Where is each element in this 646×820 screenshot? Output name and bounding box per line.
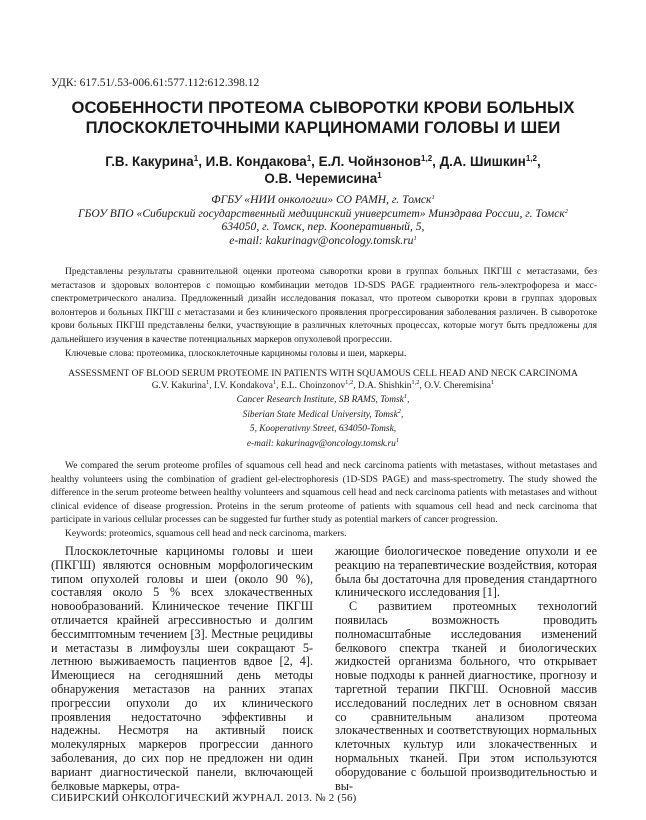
author-name: O.V. Cheremisina: [424, 381, 491, 391]
affiliation-mark: 2: [397, 407, 401, 415]
affiliation-email: e-mail: kakurinagv@oncology.tomsk.ru: [229, 233, 414, 247]
affiliation-address: 5, Kooperativny Street, 634050-Tomsk,: [249, 424, 397, 434]
author-affiliation-mark: 1: [272, 379, 277, 386]
author-name: D.A. Shishkin: [357, 381, 412, 391]
author-name: И.В. Кондакова: [205, 154, 307, 169]
affiliation-mark: 1: [395, 436, 400, 444]
affiliation-mark: 1: [403, 393, 408, 400]
author-name: I.V. Kondakova: [213, 381, 273, 391]
keywords-english: Keywords: proteomics, squamous cell head and neck carcinoma, markers.: [65, 528, 347, 539]
body-paragraph: Плоскоклеточные карциномы головы и шеи (ПКГШ) являются основным морфологическим типом опухолей головы и шеи (около 90 %), составляя около 5 % всех злокачественных новообразований. Клиническое течение ПКГШ отличается крайней агрессивностью и долгим бессимптомным течением [3]. Местные рецидивы и метастазы в лимфоузлы шеи сокращают 5-летнюю выживаемость пациентов вдвое [2, 4]. Имеющиеся на сегодняшний день методы обнаружения метастазов на ранних этапах прогрессии опухоли до их клинического проявления недостаточно эффективны и надежны. Несмотря на активный поиск молекулярных маркеров прогрессии данного заболевания, до сих пор не предложен ни один вариант диагностической панели, включающей белковые маркеры, отра-: [51, 544, 313, 793]
author-affiliation-mark: 1,2: [345, 379, 354, 386]
author-name: Г.В. Какурина: [105, 154, 194, 169]
article-title: [40, 98, 606, 138]
author-affiliation-mark: 1: [193, 154, 199, 163]
author-affiliation-mark: 1: [306, 154, 312, 163]
english-author-list: G.V. Kakurina$^1$, I.V. Kondakova$^1$, E.L. Choinzonov$^{1,2}$, D.A. Shishkin$^{1,2}$, O.V. Cheremisina$^1$: [151, 379, 495, 391]
affiliations: [40, 193, 606, 247]
author-list: Г.В. Какурина$^1$, И.В. Кондакова$^1$, Е.Л. Чойнзонов$^{1,2}$, Д.А. Шишкин$^{1,2}$, О.В. Черемисина$^1$: [105, 154, 541, 186]
abstract-english: [51, 460, 597, 542]
body-paragraph: С развитием протеомных технологий появилась возможность проводить полномасштабные исследования изменений белкового спектра тканей и биологических жидкостей организма больного, что открывает новые подходы к ранней диагностике, прогнозу и таргетной терапии ПКГШ. Основной массив исследований последних лет в основном связан со сравнительным анализом протеома злокачественных и соответствующих нормальных клеточных культур или злокачественных и нормальных тканей. При этом используются оборудование с большой производительностью и вы-: [335, 599, 597, 793]
title-line-1: ОСОБЕННОСТИ ПРОТЕОМА СЫВОРОТКИ КРОВИ БОЛЬНЫХ: [71, 98, 575, 117]
affiliation-1: Cancer Research Institute, SB RAMS, Tomsk: [236, 395, 404, 405]
affiliation-mark: 2: [564, 207, 569, 215]
affiliation-address: 634050, г. Томск, пер. Кооперативный, 5,: [221, 220, 425, 233]
affiliation-2: ГБОУ ВПО «Сибирский государственный медицинский университет» Минздрава России, г. Томск: [77, 206, 565, 220]
journal-footer: СИБИРСКИЙ ОНКОЛОГИЧЕСКИЙ ЖУРНАЛ. 2013. № 2 (56): [51, 792, 357, 804]
author-name: G.V. Kakurina: [151, 381, 207, 391]
affiliation-2: Siberian State Medical University, Tomsk: [242, 409, 398, 420]
body-paragraph: жающие биологическое поведение опухоли и ее реакцию на терапевтические воздействия, которая была бы достаточна для проведения стандартного клинического исследования [1].: [335, 544, 597, 600]
author-name: О.В. Черемисина: [264, 171, 378, 186]
author-affiliation-mark: 1: [490, 379, 495, 386]
abstract-text: We compared the serum proteome profiles of squamous cell head and neck carcinoma patients with metastases, without metastases and healthy volunteers using the combination of gradient gel-electrophoresis (1D-SDS PAGE) and mass-spectrometry. The study showed the difference in the serum proteome between healthy volunteers and squamous cell head and neck carcinoma patients with metastases and without clinical evidence of disease progression. Proteins in the serum proteome of patients with squamous cell head and neck carcinoma that participate in various cellular processes can be suggested fur further study as potential markers of cancer progression.: [51, 461, 597, 526]
author-name: Е.Л. Чойнзонов: [318, 154, 422, 169]
author-affiliation-mark: 1,2: [411, 379, 420, 386]
english-affiliations: Cancer Research Institute, SB RAMS, Tomsk$^1$, Siberian State Medical University, Tomsk$^2$, 5, Kooperativny Street, 634050-Tomsk, e-mail: $kakurinagv@oncology.tomsk.ru^1$: [40, 393, 606, 451]
keywords-russian: Ключевые слова: протеомика, плоскоклеточные карциномы головы и шеи, маркеры.: [65, 348, 407, 359]
title-line-2: ПЛОСКОКЛЕТОЧНЫМИ КАРЦИНОМАМИ ГОЛОВЫ И ШЕИ: [85, 118, 561, 137]
author-affiliation-mark: 1,2: [525, 154, 537, 163]
body-column-right: [335, 545, 597, 793]
author-affiliation-mark: 1: [206, 379, 210, 386]
author-name: Д.А. Шишкин: [439, 154, 526, 169]
english-title: ASSESSMENT OF BLOOD SERUM PROTEOME IN PATIENTS WITH SQUAMOUS CELL HEAD AND NECK CARCINOMA: [68, 368, 578, 379]
affiliation-1: ФГБУ «НИИ онкологии» СО РАМН, г. Томск: [211, 193, 432, 206]
body-column-left: [51, 545, 313, 793]
abstract-text: Представлены результаты сравнительной оценки протеома сыворотки крови в группах больных ПКГШ с метастазами, без метастазов и здоровых волонтеров с помощью комбинации методов 1D-SDS PAGE градиентного гель-электрофореза и масс-спектрометрического анализа. Предложенный дизайн исследования показал, что протеом сыворотки крови в группах здоровых волонтеров и больных ПКГШ с метастазами и без клинического проявления прогрессирования заболевания различен. В сыворотоке крови больных ПКГШ представлены белки, участвующие в различных клеточных процессах, которые могут быть предложены для дальнейшего изучения в качестве потенциальных маркеров опухолевой прогрессии.: [51, 267, 597, 345]
abstract-russian: [51, 266, 597, 361]
affiliation-mark: 1: [431, 194, 435, 201]
author-affiliation-mark: 1,2: [421, 154, 433, 163]
author-name: E.L. Choinzonov: [280, 381, 346, 391]
author-affiliation-mark: 1: [377, 171, 382, 180]
affiliation-mark: 1: [413, 234, 417, 242]
affiliation-email: e-mail: kakurinagv@oncology.tomsk.ru: [246, 438, 396, 449]
udk-code: УДК: 617.51/.53-006.61:577.112:612.398.12: [51, 77, 260, 89]
